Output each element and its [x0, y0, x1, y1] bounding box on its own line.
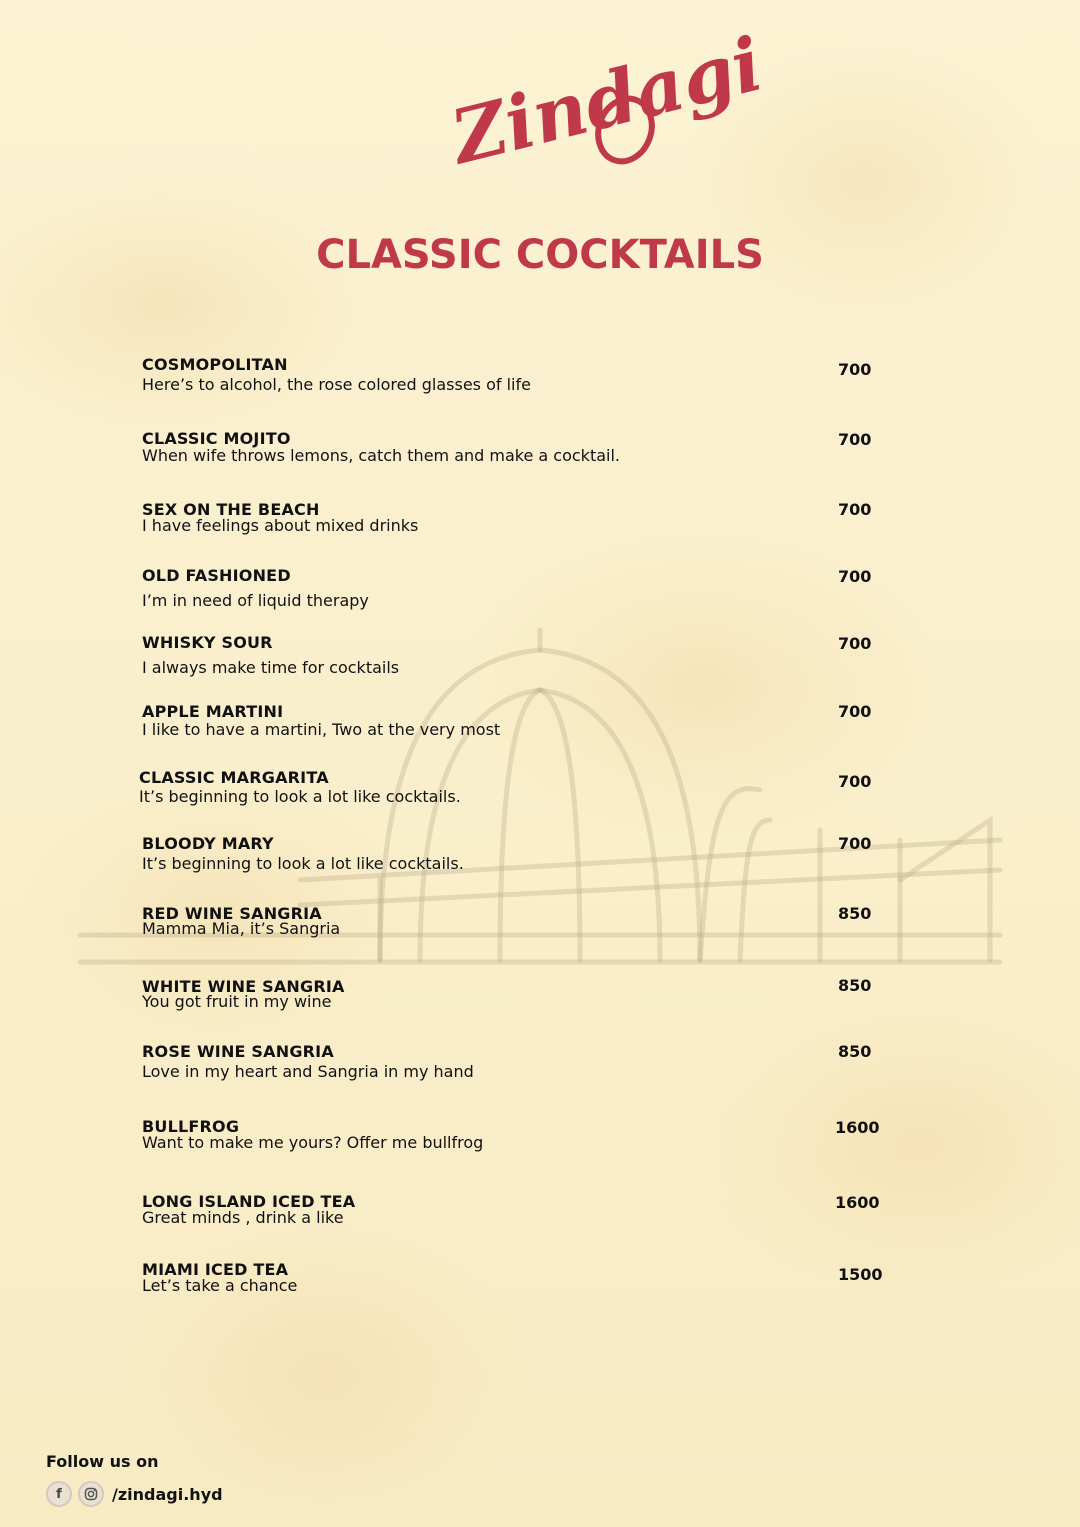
item-price: 700 — [838, 634, 872, 653]
item-price: 700 — [838, 567, 872, 586]
page-title: CLASSIC COCKTAILS — [316, 232, 764, 278]
item-description: I have feelings about mixed drinks — [142, 516, 419, 535]
item-name: WHITE WINE SANGRIA — [142, 977, 345, 996]
item-name: CLASSIC MOJITO — [142, 429, 291, 448]
item-price: 700 — [838, 834, 872, 853]
menu-item — [142, 634, 902, 678]
svg-text:Zindagi: Zindagi — [443, 21, 771, 182]
menu-item — [142, 1118, 902, 1153]
item-name: APPLE MARTINI — [142, 702, 284, 721]
item-description: I always make time for cocktails — [142, 658, 400, 677]
item-description: You got fruit in my wine — [142, 992, 332, 1011]
item-name: WHISKY SOUR — [142, 633, 273, 652]
item-price: 700 — [838, 702, 872, 721]
menu-item — [142, 567, 902, 611]
item-name: ROSE WINE SANGRIA — [142, 1042, 334, 1061]
item-description: When wife throws lemons, catch them and make a cocktail. — [142, 446, 620, 465]
item-description: It’s beginning to look a lot like cocktails. — [139, 787, 461, 806]
menu-item — [142, 1261, 902, 1296]
item-name: CLASSIC MARGARITA — [139, 768, 329, 787]
menu-item — [142, 501, 902, 536]
item-name: BULLFROG — [142, 1117, 240, 1136]
menu-item — [142, 430, 902, 466]
menu-item — [142, 1193, 902, 1228]
item-price: 850 — [838, 976, 872, 995]
menu-item — [142, 835, 902, 874]
item-name: LONG ISLAND ICED TEA — [142, 1192, 356, 1211]
item-price: 700 — [838, 430, 872, 449]
zindagi-logo — [440, 21, 771, 182]
item-price: 1600 — [835, 1193, 880, 1212]
item-price: 850 — [838, 1042, 872, 1061]
item-name: COSMOPOLITAN — [142, 355, 288, 374]
menu-item — [142, 978, 902, 1012]
item-price: 700 — [838, 772, 872, 791]
menu-item — [142, 1043, 902, 1082]
item-description: I like to have a martini, Two at the very most — [142, 720, 501, 739]
social-links — [46, 1480, 223, 1508]
menu-item — [142, 905, 902, 939]
item-description: Want to make me yours? Offer me bullfrog — [142, 1133, 484, 1152]
item-description: Let’s take a chance — [142, 1276, 298, 1295]
item-price: 1600 — [835, 1118, 880, 1137]
facebook-icon[interactable]: f — [46, 1481, 72, 1507]
instagram-icon[interactable] — [78, 1481, 104, 1507]
item-description: Here’s to alcohol, the rose colored glasses of life — [142, 375, 531, 394]
menu-item — [142, 356, 902, 395]
social-handle[interactable]: /zindagi.hyd — [112, 1484, 223, 1504]
item-description: It’s beginning to look a lot like cocktails. — [142, 854, 464, 873]
item-name: BLOODY MARY — [142, 834, 274, 853]
item-name: MIAMI ICED TEA — [142, 1260, 289, 1279]
item-price: 1500 — [838, 1265, 883, 1284]
item-description: Great minds , drink a like — [142, 1208, 344, 1227]
menu-item — [142, 703, 902, 740]
item-description: Love in my heart and Sangria in my hand — [142, 1062, 474, 1081]
item-name: OLD FASHIONED — [142, 566, 291, 585]
item-name: RED WINE SANGRIA — [142, 904, 322, 923]
item-description: Mamma Mia, it’s Sangria — [142, 919, 341, 938]
item-name: SEX ON THE BEACH — [142, 500, 320, 519]
item-price: 700 — [838, 500, 872, 519]
follow-us-label: Follow us on — [46, 1452, 159, 1471]
item-description: I’m in need of liquid therapy — [142, 591, 369, 610]
menu-item — [139, 769, 899, 807]
item-price: 700 — [838, 360, 872, 379]
item-price: 850 — [838, 904, 872, 923]
